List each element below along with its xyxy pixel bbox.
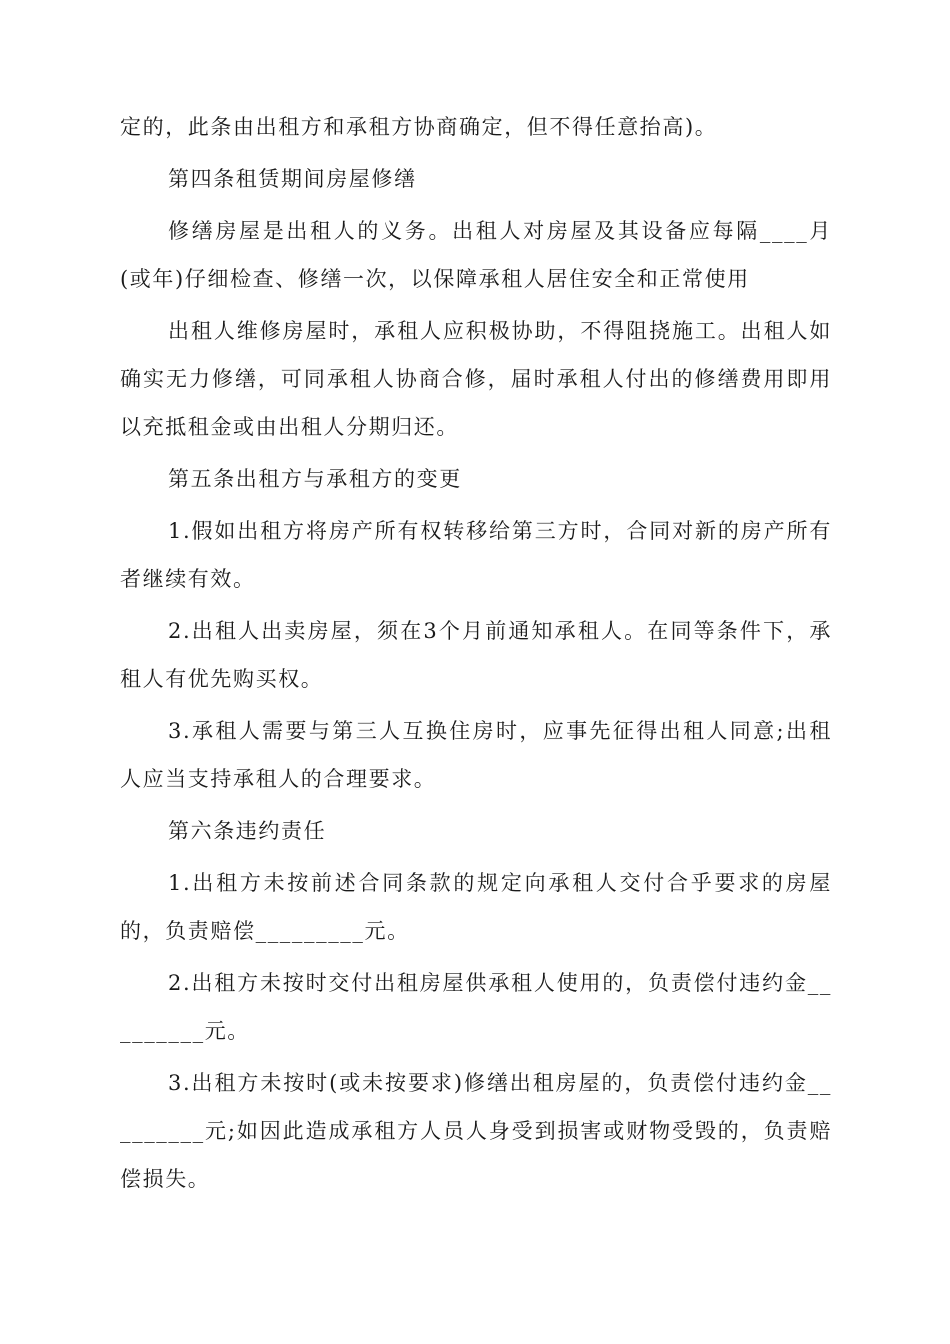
paragraph-liability-2: 2.出租方未按时交付出租房屋供承租人使用的，负责偿付违约金_________元。 [120, 971, 832, 1043]
paragraph-change-2: 2.出租人出卖房屋，须在3个月前通知承租人。在同等条件下，承租人有优先购买权。 [120, 619, 832, 691]
document-body [120, 103, 832, 1207]
paragraph-change-3: 3.承租人需要与第三人互换住房时，应事先征得出租人同意;出租人应当支持承租人的合理要求。 [120, 719, 832, 791]
article-4-heading: 第四条租赁期间房屋修缮 [168, 167, 417, 191]
paragraph-change-1: 1.假如出租方将房产所有权转移给第三方时，合同对新的房产所有者继续有效。 [120, 519, 832, 591]
article-6-heading: 第六条违约责任 [168, 819, 327, 843]
paragraph-continuation: 定的，此条由出租方和承租方协商确定，但不得任意抬高)。 [120, 115, 718, 139]
paragraph-repair-obligation: 修缮房屋是出租人的义务。出租人对房屋及其设备应每隔____月(或年)仔细检查、修缮一次，以保障承租人居住安全和正常使用 [120, 219, 832, 291]
article-5-heading: 第五条出租方与承租方的变更 [168, 467, 462, 491]
paragraph-liability-1: 1.出租方未按前述合同条款的规定向承租人交付合乎要求的房屋的，负责赔偿_________元。 [120, 871, 832, 943]
paragraph-repair-assist: 出租人维修房屋时，承租人应积极协助，不得阻挠施工。出租人如确实无力修缮，可同承租人协商合修，届时承租人付出的修缮费用即用以充抵租金或由出租人分期归还。 [120, 319, 832, 439]
paragraph-liability-3: 3.出租方未按时(或未按要求)修缮出租房屋的，负责偿付违约金_________元;如因此造成承租方人员人身受到损害或财物受毁的，负责赔偿损失。 [120, 1071, 832, 1191]
